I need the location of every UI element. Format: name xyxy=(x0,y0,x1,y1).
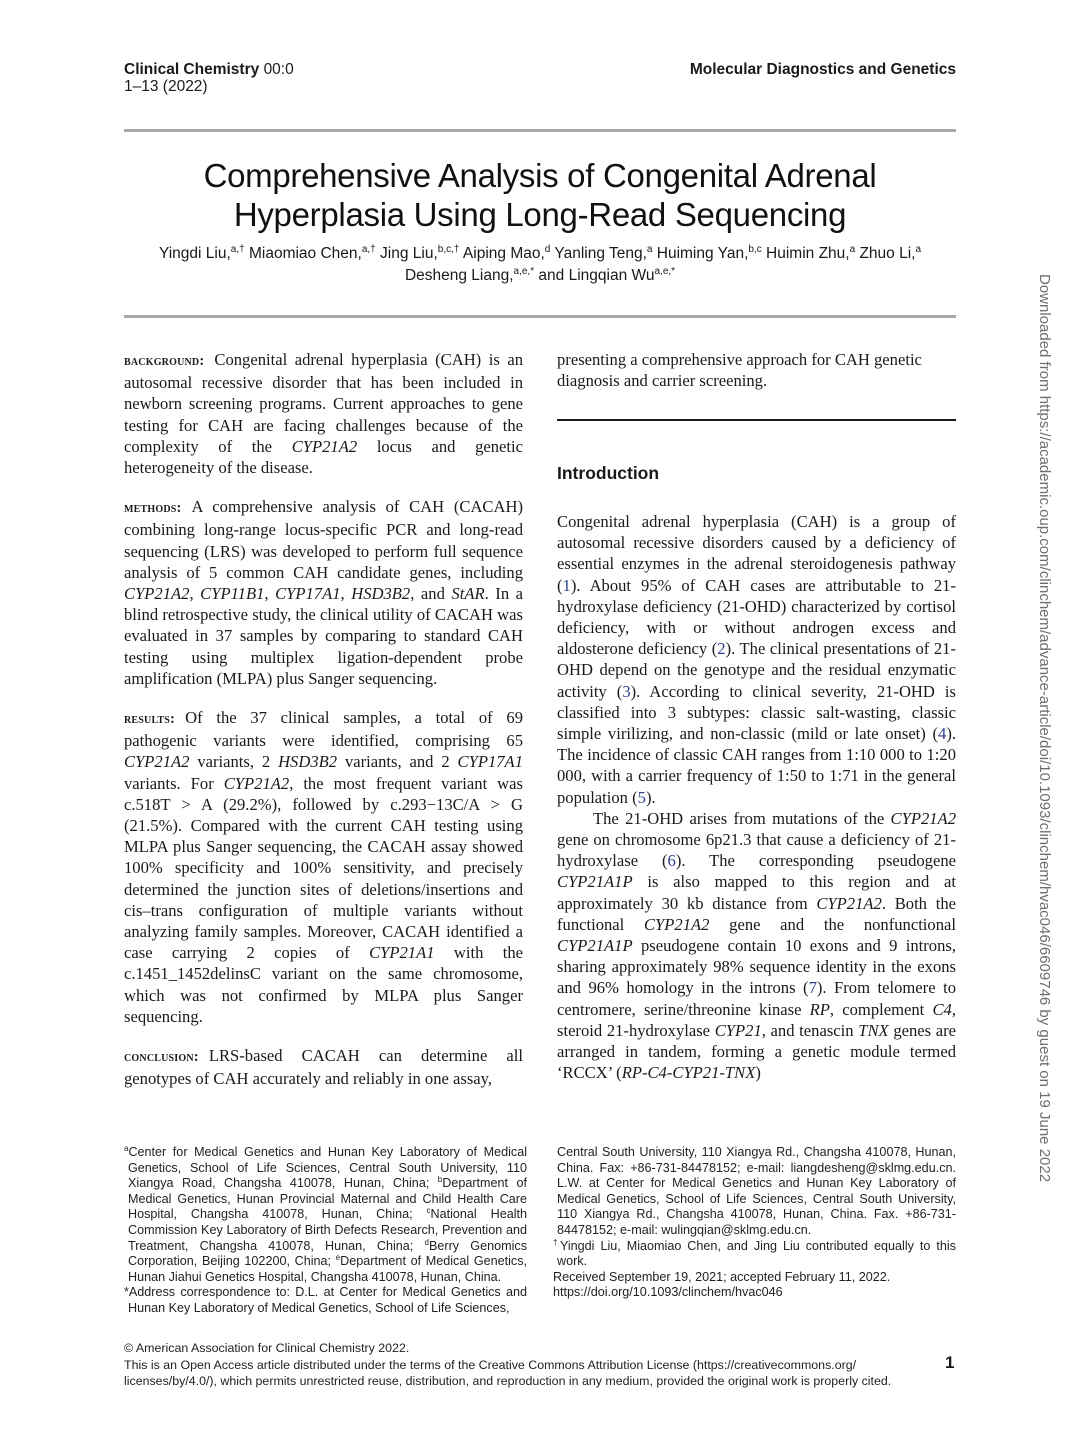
text-run: , and tenascin xyxy=(761,1020,859,1040)
text-run: ). About 95% of CAH cases are attributable to 21-hydroxylase deficiency (21-OHD) characterized by cortisol deficiency, with or without androgen excess and aldosterone deficiency ( xyxy=(557,575,956,659)
gene-name: C4 xyxy=(932,999,952,1019)
affiliation-mark: a xyxy=(124,1144,129,1153)
abstract-section-label: background: xyxy=(124,353,205,369)
equal-contribution-text: Yingdi Liu, Miaomiao Chen, and Jing Liu contributed equally to this work. xyxy=(557,1238,956,1269)
author-name: Desheng Liang, xyxy=(404,267,514,284)
gene-name: CYP21 xyxy=(714,1020,762,1040)
text-run: The 21-OHD arises from mutations of the xyxy=(593,808,891,828)
text-run: locus and genetic heterogeneity of the disease. xyxy=(124,436,524,478)
text-run: is also mapped to this region and at approximately 30 kb distance from xyxy=(557,872,956,913)
text-run: . In a blind retrospective study, the clinical utility of CACAH was evaluated in 37 samples by comparing to standard CAH testing using multiplex ligation-dependent probe amplification (MLPA) plus Sanger sequencing. xyxy=(124,584,524,688)
gene-name: CYP21A1P xyxy=(557,872,633,892)
text-run: ). The clinical presentations of 21-OHD depend on the genotype and the residual enzymatic activity ( xyxy=(557,639,956,701)
gene-name: CYP17A1 xyxy=(275,584,341,604)
text-run: , complement xyxy=(829,999,933,1019)
license-line-1: This is an Open Access article distributed under the terms of the Creative Commons Attribution License (https://creativecommons.org/ xyxy=(124,1357,857,1372)
affiliation-mark: b xyxy=(437,1175,443,1185)
text-run: Congenital adrenal hyperplasia (CAH) is a group of autosomal recessive disorders caused by a deficiency of essential enzymes in the adrenal steroidogenesis pathway ( xyxy=(557,512,956,595)
text-run: ). From telomere to centromere, serine/threonine kinase xyxy=(557,978,956,1019)
gene-name: HSD3B2 xyxy=(351,584,411,604)
author-affiliation-marks: a xyxy=(915,244,922,255)
reference-link[interactable]: 2 xyxy=(717,639,726,659)
intro-paragraph xyxy=(557,511,956,808)
text-run: , xyxy=(264,584,276,604)
page-number: 1 xyxy=(945,1353,955,1372)
text-run: gene and the nonfunctional xyxy=(709,914,956,934)
text-run: , xyxy=(189,584,201,604)
journal-pages: 1–13 (2022) xyxy=(124,78,208,95)
text-run: LRS-based CACAH can determine all genotypes of CAH accurately and reliably in one assay, xyxy=(124,1046,523,1089)
author-affiliation-marks: a,† xyxy=(230,244,245,255)
abstract-column xyxy=(124,349,523,1108)
reference-link[interactable]: 1 xyxy=(562,575,571,595)
author-name: and Lingqian Wu xyxy=(534,267,655,284)
text-run: pseudogene contain 10 exons and 9 introns, sharing approximately 98% sequence identity in the exons and 96% homology in the introns ( xyxy=(557,936,956,998)
gene-name: CYP21A2 xyxy=(124,752,190,772)
author-affiliation-marks: a xyxy=(646,244,653,255)
correspondence-footnote xyxy=(553,1145,956,1301)
abstract-conclusion xyxy=(124,1045,523,1089)
gene-name: CYP21A2 xyxy=(816,893,882,913)
doi-link[interactable]: https://doi.org/10.1093/clinchem/hvac046 xyxy=(553,1285,783,1300)
affiliation-mark: d xyxy=(424,1237,429,1247)
gene-name: CYP21A1 xyxy=(369,943,435,963)
abstract-section-label: results: xyxy=(124,711,176,728)
gene-name: TNX xyxy=(858,1020,889,1040)
introduction-body xyxy=(557,511,956,1083)
gene-name: HSD3B2 xyxy=(278,752,338,772)
affiliation-text: Department of Medical Genetics, Hunan Provincial Maternal and Child Health Care Hospital, Changsha 410078, Hunan, China; xyxy=(128,1176,527,1222)
text-run: Of the 37 clinical samples, a total of 69 pathogenic variants were identified, comprising 65 xyxy=(124,708,523,751)
text-run: , the most frequent variant was c.518T > A (29.2%), followed by c.293−13C/A > G (21.5%). Compared with the current CAH testing using MLPA plus Sanger sequencing, the CACAH assay showed 100% specificity and 100% sensitivity, and precisely determined the junction sites of deletions/insertions and cis–trans configuration of multiple variants without analyzing family samples. Moreover, CACAH identified a case carrying 2 copies of xyxy=(124,773,523,963)
equal-contribution-note xyxy=(553,1239,956,1270)
text-run: , steroid 21-hydroxylase xyxy=(557,999,957,1040)
affiliation-text: Department of Medical Genetics, Hunan Jiahui Genetics Hospital, Changsha 410078, Hunan, China. xyxy=(128,1254,528,1284)
affiliation-mark: e xyxy=(335,1253,341,1263)
text-run: . Both the functional xyxy=(557,893,956,934)
text-run: genes are arranged in tandem, forming a genetic module termed ‘RCCX’ ( xyxy=(557,1020,957,1083)
abstract-end-divider xyxy=(557,419,956,421)
gene-name: CYP21A1P xyxy=(557,936,633,956)
introduction-heading: Introduction xyxy=(557,463,660,483)
download-watermark: Downloaded from https://academic.oup.com/clinchem/advance-article/doi/10.1093/clinchem/hvac046/6609746 by guest on 19 June 2022 xyxy=(1036,274,1053,1183)
author-affiliation-marks: a,e,* xyxy=(513,266,535,277)
text-run: variants. For xyxy=(124,773,224,793)
author-name: Yingdi Liu, xyxy=(158,245,231,262)
license-line-2: licenses/by/4.0/), which permits unrestricted reuse, distribution, and reproduction in any medium, provided the original work is properly cited. xyxy=(124,1374,892,1388)
author-list xyxy=(124,243,956,287)
intro-paragraph xyxy=(557,808,956,1084)
abstract-results xyxy=(124,707,523,1027)
author-name: Jing Liu, xyxy=(375,245,438,262)
copyright-block xyxy=(124,1340,904,1390)
author-name: Huimin Zhu, xyxy=(761,245,850,262)
header-divider xyxy=(124,129,956,132)
author-affiliation-marks: a,† xyxy=(361,244,376,255)
author-affiliation-marks: d xyxy=(544,244,551,255)
author-affiliation-marks: a,e,* xyxy=(654,266,676,277)
author-name: Aiping Mao, xyxy=(459,245,545,262)
gene-name: RP-C4-CYP21-TNX xyxy=(621,1063,756,1083)
affiliation-list xyxy=(124,1145,527,1285)
reference-link[interactable]: 6 xyxy=(667,851,676,871)
reference-link[interactable]: 5 xyxy=(637,787,646,807)
title-block-divider xyxy=(124,315,956,318)
article-title: Comprehensive Analysis of Congenital Adrenal Hyperplasia Using Long-Read Sequencing xyxy=(203,157,877,233)
article-section: Molecular Diagnostics and Genetics xyxy=(689,61,956,78)
text-run: Congenital adrenal hyperplasia (CAH) is an autosomal recessive disorder that has been included in newborn screening programs. Current approaches to gene testing for CAH are facing challenges because of the complexity of the xyxy=(124,350,523,456)
affiliation-text: National Health Commission Key Laboratory of Birth Defects Research, Prevention and Treatment, Changsha 410078, Hunan, China; xyxy=(128,1207,527,1253)
text-run: ). xyxy=(645,787,656,807)
gene-name: CYP17A1 xyxy=(457,752,523,772)
text-run: variants, 2 xyxy=(189,752,279,772)
reference-link[interactable]: 4 xyxy=(938,724,947,744)
text-run: ). The corresponding pseudogene xyxy=(675,851,956,871)
author-name: Miaomiao Chen, xyxy=(244,245,362,262)
text-run: presenting a comprehensive approach for CAH genetic diagnosis and carrier screening. xyxy=(557,350,922,391)
text-run: , xyxy=(340,584,352,604)
affiliation-text: Center for Medical Genetics and Hunan Key Laboratory of Medical Genetics, School of Life Sciences, Central South University, 110 Xiangya Road, Changsha 410078, Hunan, China; xyxy=(128,1145,527,1191)
abstract-section-label: methods: xyxy=(124,500,182,517)
text-run: A comprehensive analysis of CAH (CACAH) combining long-range locus-specific PCR and long-read sequencing (LRS) was developed to perform full sequence analysis of 5 common CAH candidate genes, including xyxy=(124,497,523,582)
text-run: with the c.1451_1452delinsC variant on the same chromosome, which was not confirmed by MLPA plus Sanger sequencing. xyxy=(124,943,523,1026)
author-affiliation-marks: b,c xyxy=(748,244,762,255)
text-run: variants, and 2 xyxy=(337,752,458,772)
correspondence-note-continued: Central South University, 110 Xiangya Rd., Changsha 410078, Hunan, China. Fax: +86-731-84478152; e-mail: liangdesheng@sklmg.edu.cn. L.W. at Center for Medical Genetics and Hunan Key Laboratory of Medical Genetics, School of Life Sciences, Central South University, 110 Xiangya Rd., Changsha 410078, Hunan, China. Fax. +86-731-84478152; e-mail: wulingqian@sklmg.edu.cn. xyxy=(557,1145,956,1237)
abstract-continuation xyxy=(557,349,956,391)
correspondence-note-start: *Address correspondence to: D.L. at Center for Medical Genetics and Hunan Key Laboratory of Medical Genetics, School of Life Sciences, xyxy=(124,1285,527,1315)
text-run: , and xyxy=(410,584,452,604)
gene-name: StAR xyxy=(451,584,485,604)
author-affiliation-marks: a xyxy=(849,244,856,255)
abstract-background xyxy=(124,349,523,478)
text-run: ) xyxy=(755,1063,761,1083)
reference-link[interactable]: 3 xyxy=(622,681,631,701)
gene-name: CYP21A2 xyxy=(643,914,710,934)
affiliation-mark: c xyxy=(426,1206,431,1216)
author-name: Yanling Teng, xyxy=(550,245,647,262)
author-affiliation-marks: b,c,† xyxy=(437,244,460,255)
abstract-section-label: conclusion: xyxy=(124,1049,199,1066)
gene-name: RP xyxy=(809,999,830,1019)
journal-name: Clinical Chemistry xyxy=(124,61,260,78)
gene-name: CYP21A2 xyxy=(124,584,190,604)
gene-name: CYP21A2 xyxy=(291,436,358,456)
reference-link[interactable]: 7 xyxy=(808,978,817,998)
abstract-methods xyxy=(124,496,523,689)
affiliations-footnote xyxy=(124,1145,527,1317)
text-run: gene on chromosome 6p21.3 that cause a deficiency of 21-hydroxylase ( xyxy=(557,830,956,871)
copyright-line: © American Association for Clinical Chemistry 2022. xyxy=(124,1341,410,1355)
abstract-conclusion-continued xyxy=(557,349,956,391)
gene-name: CYP21A2 xyxy=(890,808,956,828)
text-run: ). According to clinical severity, 21-OHD is classified into 3 subtypes: classic salt-wasting, classic simple virilizing, and non-classic (mild or late onset) ( xyxy=(557,681,956,744)
journal-citation xyxy=(124,61,294,95)
dagger-mark: † xyxy=(553,1237,560,1247)
text-run: ). The incidence of classic CAH ranges from 1:10 000 to 1:20 000, with a carrier frequency of 1:50 to 1:71 in the general population ( xyxy=(557,724,956,807)
author-name: Huiming Yan, xyxy=(652,245,749,262)
journal-volume: 00:0 xyxy=(263,61,294,78)
gene-name: CYP11B1 xyxy=(200,584,265,604)
affiliation-text: Berry Genomics Corporation, Beijing 102200, China; xyxy=(128,1238,527,1269)
received-dates: Received September 19, 2021; accepted February 11, 2022. xyxy=(553,1269,891,1284)
author-name: Zhuo Li, xyxy=(855,245,916,262)
gene-name: CYP21A2 xyxy=(223,773,290,793)
